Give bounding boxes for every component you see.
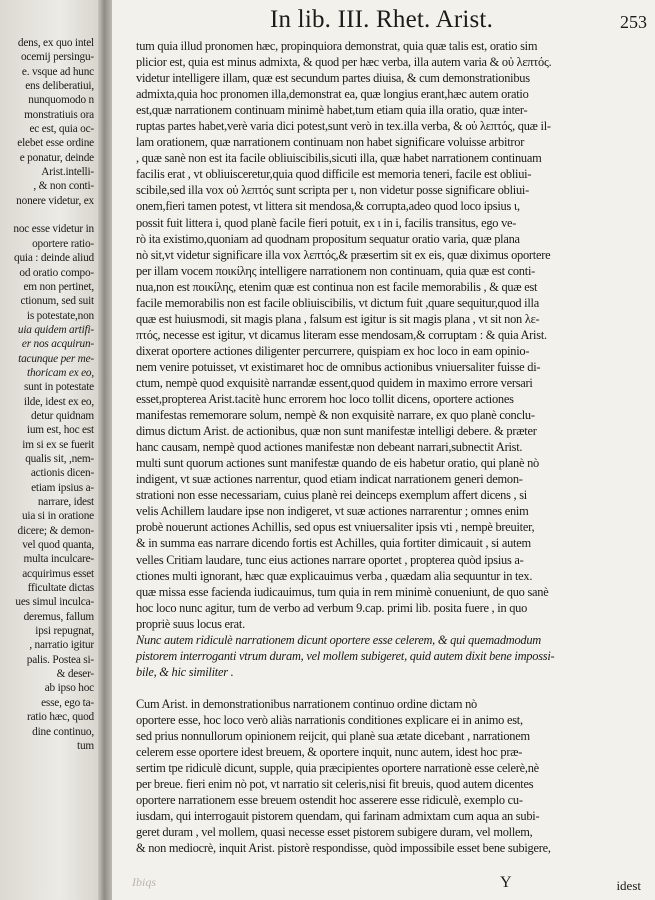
left-text-line: is potestate,non: [26, 309, 94, 322]
book-gutter: [98, 0, 112, 900]
lemma-text-line: bile, & hic similiter .: [136, 664, 234, 679]
left-text-line: ens deliberatiui,: [25, 80, 94, 93]
left-text-line: thoricam ex eo,: [27, 366, 94, 379]
body-paragraph: [136, 38, 642, 632]
body-text-line: velles Critiam laudare, tunc eius actiones narrare oportet , propterea quòd ipsius a-: [136, 552, 524, 567]
left-text-line: qualis sit, ,nem-: [25, 452, 94, 465]
body-text-line: ctiones multi ignorant, hæc quæ explicauimus verba , quædam alia sequuntur in tex.: [136, 568, 533, 583]
main-page: [112, 0, 655, 900]
body-text-line: hanc causam, nempè quod actiones manifestæ non debeant narrari,subnectit Arist.: [136, 440, 523, 455]
commentary-text-line: Cum Arist. in demonstrationibus narrationem continuo ordine dictam nò: [136, 696, 477, 711]
left-text-line: nonere videtur, ex: [16, 194, 94, 207]
body-text-line: plicior est, quia est minus admixta, & quod per hæc verba, illa autem varia & οὐ λεπτός.: [136, 55, 552, 70]
left-text-line: ec est, quia oc-: [29, 123, 94, 136]
left-text-line: fficultate dictas: [27, 582, 94, 595]
left-text-line: ium est, hoc est: [26, 424, 94, 437]
body-text-line: esset,propterea Arist.tacitè hunc errorem hoc loco tollit dicens, oportere actiones: [136, 392, 514, 407]
left-text-line: uia si in oratione: [21, 510, 94, 523]
left-text-line: actionis dicen-: [30, 467, 94, 480]
body-text-line: multi sunt quorum actiones sunt manifestæ quando de eis habetur oratio, qui planè nò: [136, 456, 539, 471]
body-text-line: quæ est huiusmodi, sit magis plana , falsum est igitur is sit magis plana , vt sit non λε-: [136, 311, 540, 326]
body-text-line: hoc loco nunc agitur, tum de verbo ad verbum 9.cap. primi lib. posita fuere , in quo: [136, 600, 528, 615]
left-text-line: ipsi repugnat,: [35, 625, 94, 638]
body-text-line: probè nouerunt actiones Achillis, sed opus est vniuersaliter ipsis vti , nempè breuiter,: [136, 520, 535, 535]
left-text-line: ilde, idest ex eo,: [23, 395, 94, 408]
commentary-text-line: celerem esse oportere idest breuem, & oportere inquit, nunc autem, idest hoc præ-: [136, 745, 523, 760]
left-text-line: quia : deinde aliud: [14, 252, 94, 265]
body-text-line: tum quia illud pronomen hæc, propinquiora demonstrat, quia quæ talis est, oratio sim: [136, 39, 538, 53]
left-text-line: dens, ex quo intel: [17, 37, 94, 49]
left-text-line: detur quidnam: [31, 409, 94, 422]
left-text-line: tacunque per me-: [18, 352, 94, 365]
left-text-line: uia quidem artifi-: [17, 323, 94, 336]
running-head: In lib. III. Rhet. Arist.: [270, 6, 494, 33]
commentary-text-line: sertim tpe ridiculè dicunt, supple, quia præcipientes oportere narrationè esse celerè,nè: [136, 761, 539, 776]
body-text: [136, 38, 642, 856]
paragraph-gap: [136, 680, 642, 696]
body-text-line: nò sit,vt videtur significare illa vox λεπτός,& præsertim sit ex eis, quæ diximus oportere: [136, 247, 551, 262]
left-text-line: , narratio igitur: [29, 639, 94, 652]
lemma-quotation: [136, 632, 642, 680]
body-text-line: & in summa eas narrare dicendo fortis est Achilles, quia fortiter dimicauit , si autem: [136, 536, 531, 551]
left-text-line: [0, 208, 94, 222]
left-text-line: od oratio compo-: [19, 266, 94, 279]
left-text-line: sunt in potestate: [23, 381, 94, 394]
body-text-line: scibile,sed illa vox οὐ λεπτός sunt scripta per ι, non videtur posse significare obliui-: [136, 183, 530, 198]
body-text-line: per illam vocem ποικίλης intelligere narrationem non continuam, quia quæ est conti-: [136, 263, 536, 278]
signature-mark: Y: [500, 874, 512, 891]
left-text-line: deremus, fallum: [23, 610, 94, 623]
body-text-line: nem venire potuisset, vt existimaret hoc de omnibus actionibus vniuersaliter fuisse di-: [136, 359, 541, 374]
body-text-line: quæ missa esse facienda iudicauimus, tum quia in rem minimè conueniunt, de quo sanè: [136, 584, 549, 599]
left-text-line: ctionum, sed suit: [20, 295, 94, 308]
body-text-line: facilis erat , vt obliuisceretur,quia quod difficile est memoria teneri, facile est obliui-: [136, 167, 532, 182]
left-text-line: multa inculcare-: [23, 553, 94, 566]
left-text-line: nunquomodo n: [28, 94, 94, 107]
body-text-line: πτός, necesse est igitur, vt dicamus literam esse mendosam,& corruptam : & quia Arist.: [136, 327, 547, 342]
lemma-text-line: pistorem interroganti vtrum duram, vel mollem subigeret, quid autem dixit bene impossi-: [136, 648, 555, 663]
commentary-text-line: geret duram , vel mollem, quasi necesse esset pistorem subigere duram, vel mollem,: [136, 825, 533, 840]
body-text-line: ruptas partes habet,verè varia dici potest,sunt verò in tex.illa verba, & οὐ λεπτός, quæ il-: [136, 119, 551, 134]
catchword: idest: [616, 878, 641, 893]
left-text-line: em non pertinet,: [23, 280, 94, 293]
body-text-line: manifestas rememorare solum, nempè & non exquisitè narrare, ex quo planè conclu-: [136, 408, 535, 423]
commentary-text-line: sed prius nonnullorum opinionem reijcit, qui planè sua ætate dicebant , narrationem: [136, 728, 530, 743]
left-text-line: ues simul inculca-: [15, 596, 94, 609]
commentary-text-line: oportere esse, hoc loco verò aliàs narrationis conditiones explicare ei in animo est,: [136, 712, 523, 727]
left-text-line: acquirimus esset: [22, 567, 94, 580]
body-text-line: strationi non esse necessariam, cuius planè rei deinceps exemplum affert dicens , si: [136, 488, 527, 503]
body-text-line: , quæ sanè non est ita facile obliuiscibilis,sicuti illa, quæ habet narrationem continuam: [136, 151, 542, 166]
page-number: 253: [620, 12, 647, 32]
left-text-line: tum: [77, 739, 94, 752]
body-text-line: dimus dictum Arist. de actionibus, quæ non sunt manifestæ intelligi debere. & præter: [136, 424, 537, 439]
left-text-line: noc esse videtur in: [13, 223, 94, 236]
body-text-line: velis Achillem laudare ipse non indigeret, vt suæ actiones narrarentur ; omnes enim: [136, 504, 529, 519]
left-text-line: ab ipso hoc: [44, 682, 94, 695]
body-text-line: propriè suus locus erat.: [136, 616, 245, 631]
commentary-text-line: per breue. fieri enim nò pot, vt narratio sit celeris,nisi fit breuis, quod autem dicentes: [136, 777, 534, 792]
left-text-line: monstratiuis ora: [24, 108, 94, 121]
body-text-line: facile memorabilis non est facile obliuiscibilis, vt dictum fuit ,quare sequitur,quod illa: [136, 295, 540, 310]
left-text-line: oportere ratio-: [32, 237, 94, 250]
commentary-text-line: oportere narrationem esse breuem ostendit hoc asserere esse ridiculè, exemplo cu-: [136, 793, 523, 808]
left-text-line: dine continuo,: [32, 725, 94, 738]
left-text-line: narrare, idest: [37, 496, 94, 508]
left-page-fragment: [0, 0, 100, 900]
left-text-line: er nos acquirun-: [21, 338, 94, 351]
left-text-line: dicere; & demon-: [17, 524, 94, 537]
left-text-line: esse, ego ta-: [41, 696, 94, 709]
body-text-line: dixerat oportere actiones diligenter percurrere, quispiam ex hoc loco in eam opinio-: [136, 343, 530, 358]
body-text-line: rò ita existimo,quoniam ad quodnam propositum sequatur oratio varia, quæ plana: [136, 231, 520, 246]
left-text-line: im si ex se fuerit: [22, 438, 94, 451]
body-text-line: lam orationem, quæ narrationem continuam non habet significare voluisse arbitror: [136, 135, 525, 150]
left-text-line: & deser-: [56, 668, 94, 681]
body-text-line: ctum, nempè quod exquisitè narrandæ essent,quod quidem in maximo errore versari: [136, 375, 533, 390]
left-text-line: etiam ipsius a-: [31, 481, 94, 494]
left-text-line: Arist.intelli-: [41, 166, 94, 179]
commentary-text-line: iusdam, qui interrogauit pistorem quendam, qui farinam admixtam cum aqua an subi-: [136, 809, 540, 824]
body-text-line: onem,fieri tamen potest, vt littera sit mendosa,& corrupta,adeo quod loco ipsius ι,: [136, 199, 520, 214]
body-text-line: est,quæ narrationem continuam minimè habet,tum etiam quia illa oratio, quæ inter-: [136, 103, 528, 118]
show-through-text: Ibiqs: [132, 875, 156, 889]
lemma-text-line: Nunc autem ridiculè narrationem dicunt oportere esse celerem, & qui quemadmodum: [136, 632, 542, 647]
left-text-line: palis. Postea si-: [26, 653, 94, 666]
left-text-line: elebet esse ordine: [17, 137, 94, 150]
commentary-paragraph: [136, 696, 642, 856]
body-text-line: nua,non est ποικίλης, etenim quæ est continua non est facile memorabilis , & quæ est: [136, 279, 538, 294]
left-text-line: ocemij persingu-: [20, 51, 94, 64]
left-text-line: ratio hæc, quod: [27, 711, 94, 724]
left-text-line: , & non conti-: [33, 180, 94, 193]
commentary-text-line: & non mediocrè, inquit Arist. pistorè respondisse, quòd impossibile esset bene subigere,: [136, 841, 551, 856]
body-text-line: admixta,quia hoc pronomen illa,demonstrat ea, quæ longius erant,hæc autem oratio: [136, 87, 529, 102]
body-text-line: videtur intelligere illam, quæ est secundum partes diuisa, & cum demonstrationibus: [136, 71, 530, 86]
left-text-line: e. vsque ad hunc: [21, 65, 94, 78]
left-text-line: vel quod quanta,: [22, 539, 94, 552]
left-text-line: e ponatur, deinde: [19, 151, 94, 164]
body-text-line: possit fuit littera i, quod planè facile fieri potuit, ex ι in i, facilis transitus, ego ve-: [136, 215, 517, 230]
left-page-text: [0, 36, 94, 753]
body-text-line: indigent, vt suæ actiones narrentur, quod etiam indicat narrationem generi demon-: [136, 472, 523, 487]
